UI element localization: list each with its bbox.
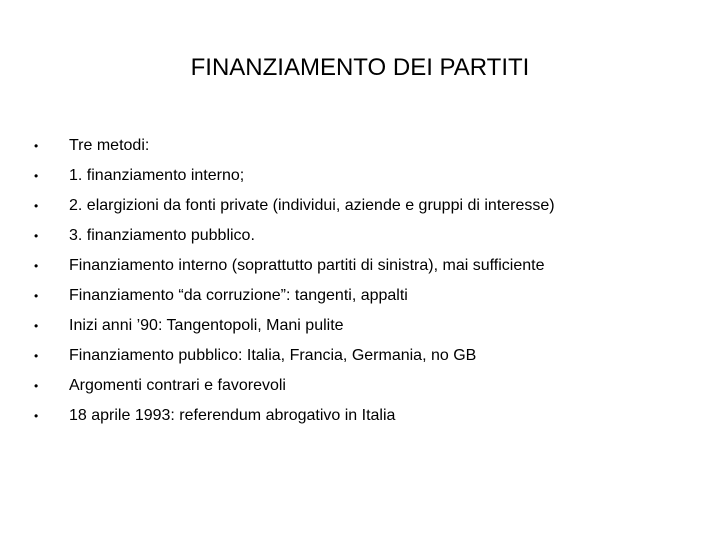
list-item [0, 221, 720, 251]
bullet-icon: • [34, 199, 39, 213]
bullet-icon: • [34, 319, 39, 333]
bullet-icon: • [34, 349, 39, 363]
bullet-icon: • [34, 139, 39, 153]
list-item [0, 281, 720, 311]
list-item-text: Argomenti contrari e favorevoli [69, 377, 286, 394]
list-item-text: 1. finanziamento interno; [69, 167, 245, 184]
list-item [0, 131, 720, 161]
list-item-text: Finanziamento “da corruzione”: tangenti, appalti [69, 287, 408, 304]
bullet-icon: • [34, 169, 39, 183]
bullet-icon: • [34, 379, 39, 393]
list-item-text: Finanziamento pubblico: Italia, Francia, Germania, no GB [69, 347, 477, 364]
list-item [0, 191, 720, 221]
bullet-icon: • [34, 409, 39, 423]
list-item [0, 371, 720, 401]
list-item-text: Inizi anni ’90: Tangentopoli, Mani pulite [69, 317, 344, 334]
list-item-text: Tre metodi: [69, 137, 150, 154]
list-item-text: 3. finanziamento pubblico. [69, 227, 255, 244]
list-item [0, 161, 720, 191]
bullet-icon: • [34, 229, 39, 243]
list-item-text: 18 aprile 1993: referendum abrogativo in Italia [69, 407, 396, 424]
list-item [0, 251, 720, 281]
bullet-list [0, 131, 720, 431]
bullet-icon: • [34, 289, 39, 303]
list-item [0, 311, 720, 341]
list-item [0, 341, 720, 371]
list-item [0, 401, 720, 431]
bullet-icon: • [34, 259, 39, 273]
list-item-text: Finanziamento interno (soprattutto partiti di sinistra), mai sufficiente [69, 257, 545, 274]
list-item-text: 2. elargizioni da fonti private (individui, aziende e gruppi di interesse) [69, 197, 555, 214]
slide-title: FINANZIAMENTO DEI PARTITI [190, 54, 530, 81]
